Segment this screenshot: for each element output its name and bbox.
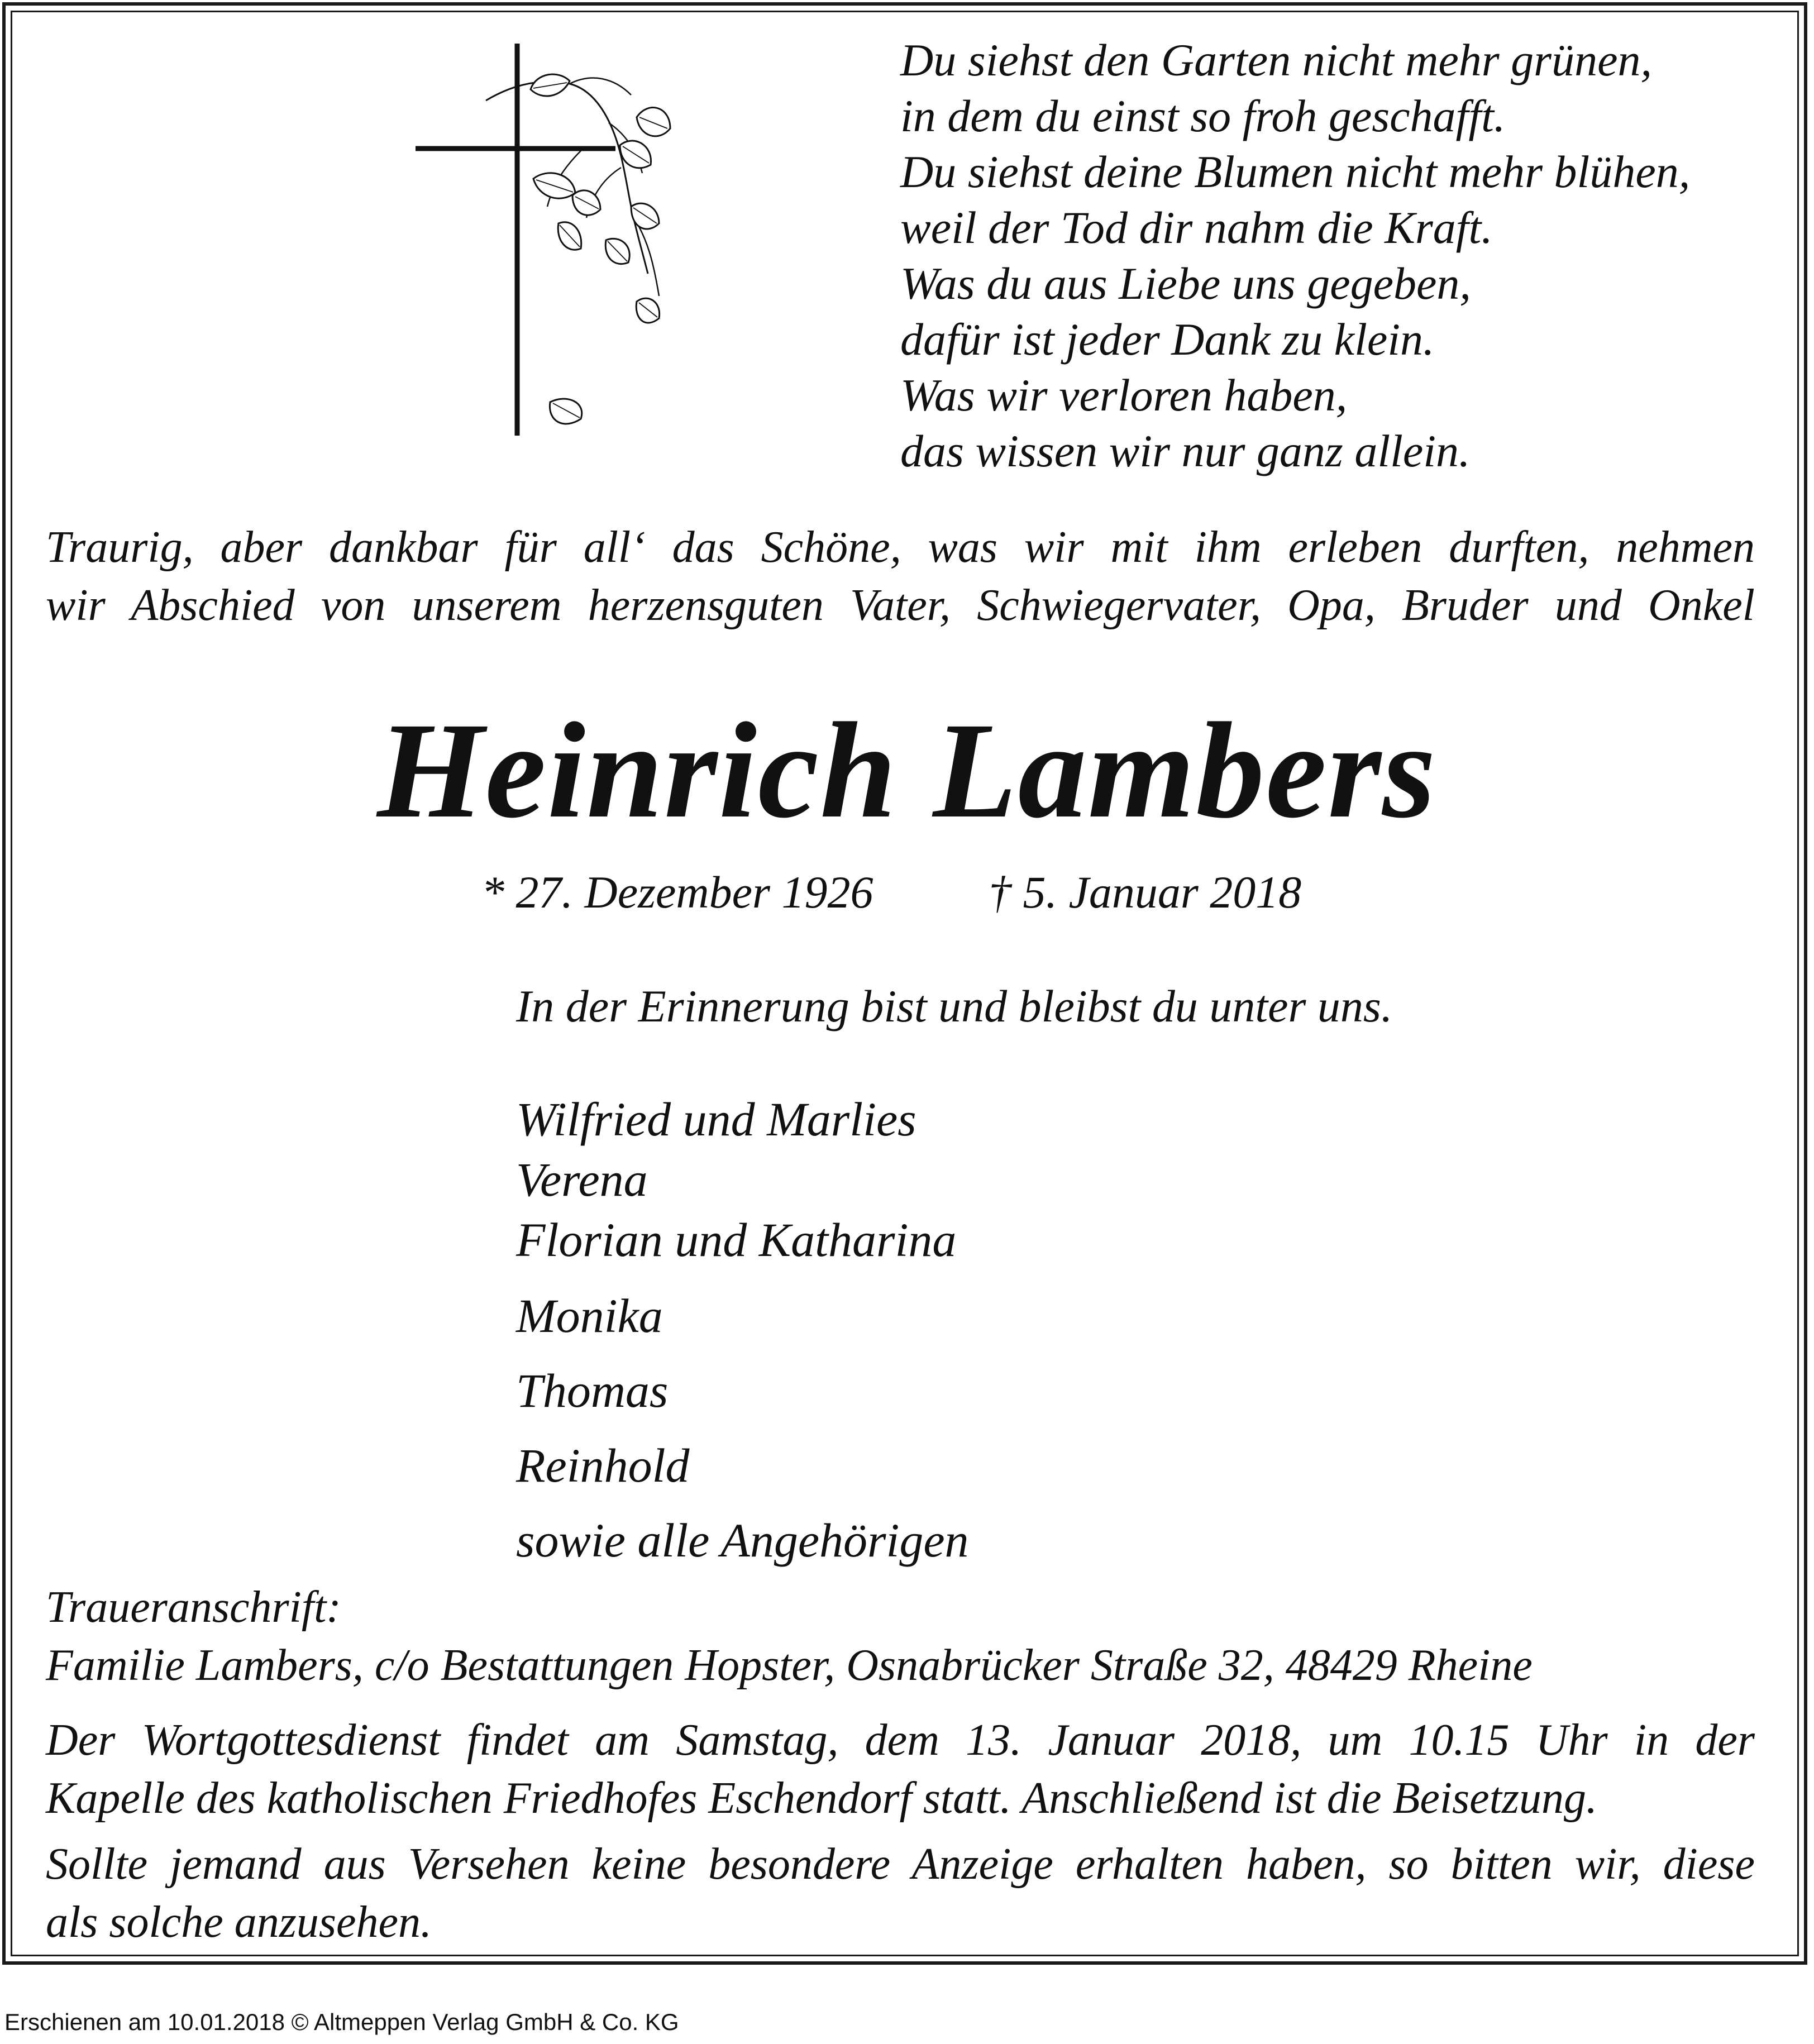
birth-date: * 27. Dezember 1926 [481, 867, 873, 918]
family-member: Thomas [516, 1364, 669, 1417]
cross-with-birch-branch-icon [413, 39, 760, 464]
memory-line: In der Erinnerung bist und bleibst du unter uns. [516, 981, 1393, 1031]
poem-line: in dem du einst so froh geschafft. [900, 90, 1506, 141]
address-label: Traueranschrift: [46, 1583, 341, 1632]
address-text: Familie Lambers, c/o Bestattungen Hopster, Osnabrücker Straße 32, 48429 Rheine [46, 1641, 1533, 1690]
service-info [46, 1711, 1755, 1827]
family-member: Florian und Katharina [516, 1213, 957, 1267]
family-member: Reinhold [516, 1439, 690, 1492]
poem-line: Was du aus Liebe uns gegeben, [900, 258, 1471, 309]
publication-footer: Erschienen am 10.01.2018 © Altmeppen Verlag GmbH & Co. KG [4, 2009, 679, 2035]
notice-line: als solche anzusehen. [46, 1898, 432, 1947]
poem-line: Was wir verloren haben, [900, 370, 1348, 421]
intro-line: Traurig, aber dankbar für all‘ das Schöne, was wir mit ihm erleben durften, nehmen [46, 523, 1755, 572]
service-line: Der Wortgottesdienst findet am Samstag, dem 13. Januar 2018, um 10.15 Uhr in der [46, 1716, 1755, 1765]
notice-text [46, 1835, 1755, 1951]
family-member: sowie alle Angehörigen [516, 1513, 969, 1567]
poem [900, 32, 1690, 479]
service-line: Kapelle des katholischen Friedhofes Eschendorf statt. Anschließend ist die Beisetzung. [46, 1774, 1598, 1823]
poem-line: Du siehst deine Blumen nicht mehr blühen, [900, 146, 1691, 197]
intro-line: wir Abschied von unserem herzensguten Vater, Schwiegervater, Opa, Bruder und Onkel [46, 581, 1755, 630]
poem-line: Du siehst den Garten nicht mehr grünen, [900, 35, 1652, 85]
poem-line: dafür ist jeder Dank zu klein. [900, 314, 1435, 365]
family-member: Wilfried und Marlies [516, 1092, 916, 1146]
poem-line: weil der Tod dir nahm die Kraft. [900, 202, 1493, 253]
poem-line: das wissen wir nur ganz allein. [900, 426, 1471, 476]
mourning-address [46, 1578, 1533, 1694]
family-member: Monika [516, 1289, 663, 1343]
notice-line: Sollte jemand aus Versehen keine besondere Anzeige erhalten haben, so bitten wir, diese [46, 1840, 1755, 1889]
death-date: † 5. Januar 2018 [989, 867, 1302, 918]
family-member: Verena [516, 1153, 648, 1206]
intro-text [46, 518, 1755, 634]
deceased-name: Heinrich Lambers [377, 695, 1437, 847]
